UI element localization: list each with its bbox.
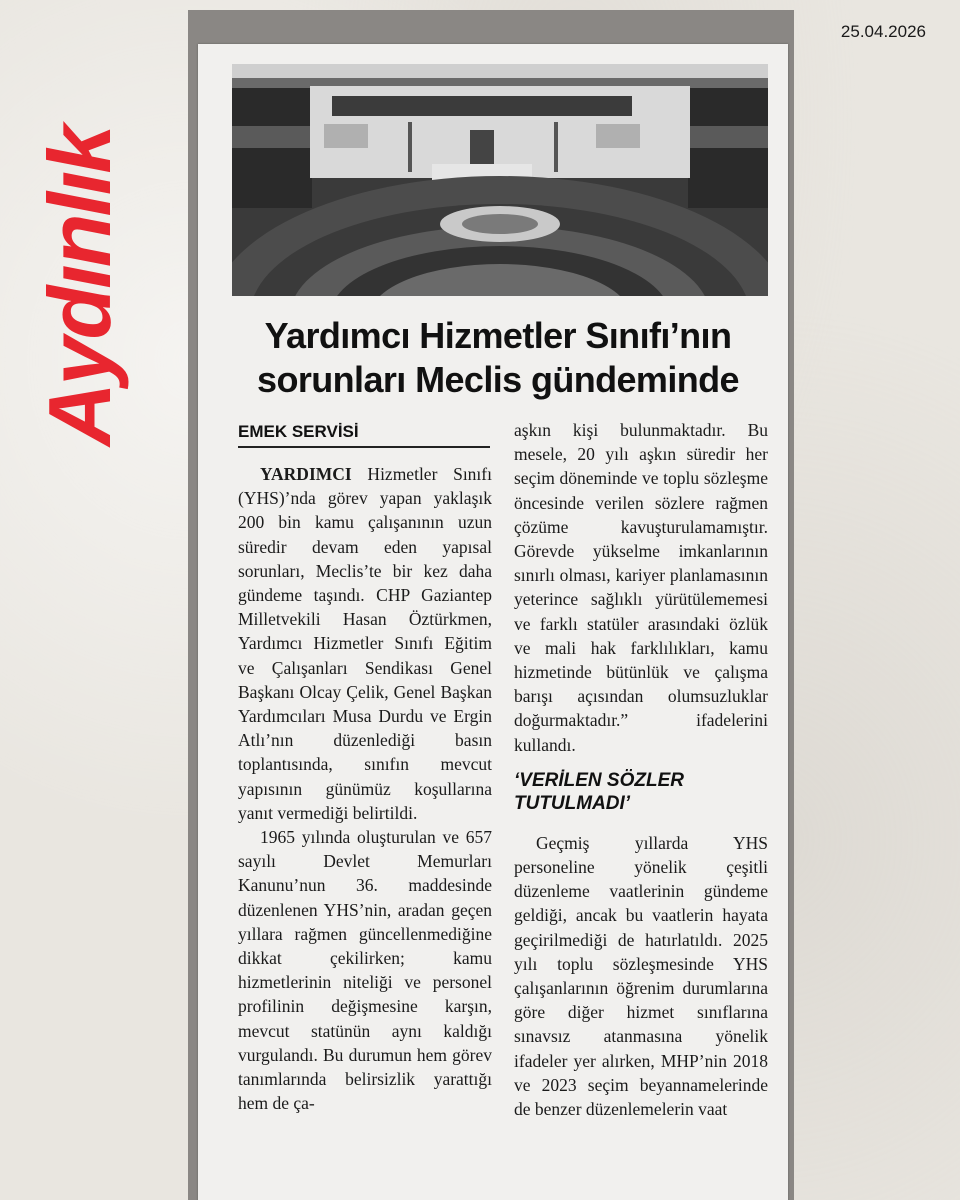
newspaper-logo: Aydınlık [30,127,129,446]
newspaper-clipping [198,44,788,1200]
article-column-1 [238,462,492,1115]
article-byline: EMEK SERVİSİ [238,422,490,448]
article-subheading: ‘VERİLEN SÖZLER TUTULMADI’ [514,769,684,814]
paragraph-4: Geçmiş yıllarda YHS personeline yönelik çeşitli düzenleme vaatlerinin gündeme geldiği, ancak bu vaatlerin hayata geçirilmediği de hatırlatıldı. 2025 yılı toplu sözleşmesinde YHS çalışanlarının öğrenim durumlarına göre diğer hizmet sınıflarına sınavsız atanmasına yönelik ifadeler yer alırken, MHP’nin 2018 ve 2023 seçim beyannamelerinde de benzer düzenlemelerin vaat [514,832,768,1120]
article-column-2 [514,418,768,1121]
parliament-hall-image [232,64,768,296]
headline-line-1: Yardımcı Hizmetler Sınıfı’nın [264,315,732,356]
paragraph-2: 1965 yılında oluşturulan ve 657 sayılı Devlet Memurları Kanunu’nun 36. maddesinde düzenlenen YHS’nin, aradan geçen yıllara rağmen güncellenmediğine dikkat çekilirken; kamu hizmetlerinin niteliği ve personel profilinin değişmesine karşın, mevcut statünün aynı kaldığı vurgulandı. Bu durumun hem görev tanımlarında belirsizlik yarattığı hem de ça- [238,827,492,1114]
paragraph-1-text: Hizmetler Sınıfı (YHS)’nda görev yapan yaklaşık 200 bin kamu çalışanının uzun süredir devam eden yapısal sorunları, Meclis’te bir kez daha gündeme taşındı. CHP Gaziantep Milletvekili Hasan Öztürkmen, Yardımcı Hizmetler Sınıfı Eğitim ve Çalışanları Sendikası Genel Başkanı Olcay Çelik, Genel Başkan Yardımcıları Musa Durdu ve Ergin Atlı’nın düzenlediği basın toplantısında, sınıfın mevcut yapısının günümüz koşullarına yanıt vermediği belirtildi. [238,464,492,823]
paragraph-1 [238,462,492,825]
article-headline [228,314,768,402]
parliament-photo [232,64,768,296]
paragraph-3: aşkın kişi bulunmaktadır. Bu mesele, 20 yılı aşkın süredir her seçim döneminde ve toplu sözleşme öncesinde verilen sözlere rağmen çözüme kavuşturulamamıştır. Görevde yükselme imkanlarının sınırlı olması, kariyer planlamasının yeterince sağlıklı yürütülememesi ve farklı statüler arasındaki özlük ve mali hak farklılıkları, kamu hizmetinde bütünlük ve çalışma barışı açısından olumsuzluklar doğurmaktadır.” ifadelerini kullandı. [514,420,768,755]
headline-line-2: sorunları Meclis gündeminde [257,359,739,400]
clipping-date: 25.04.2026 [840,22,926,41]
lead-word: YARDIMCI [260,464,352,484]
